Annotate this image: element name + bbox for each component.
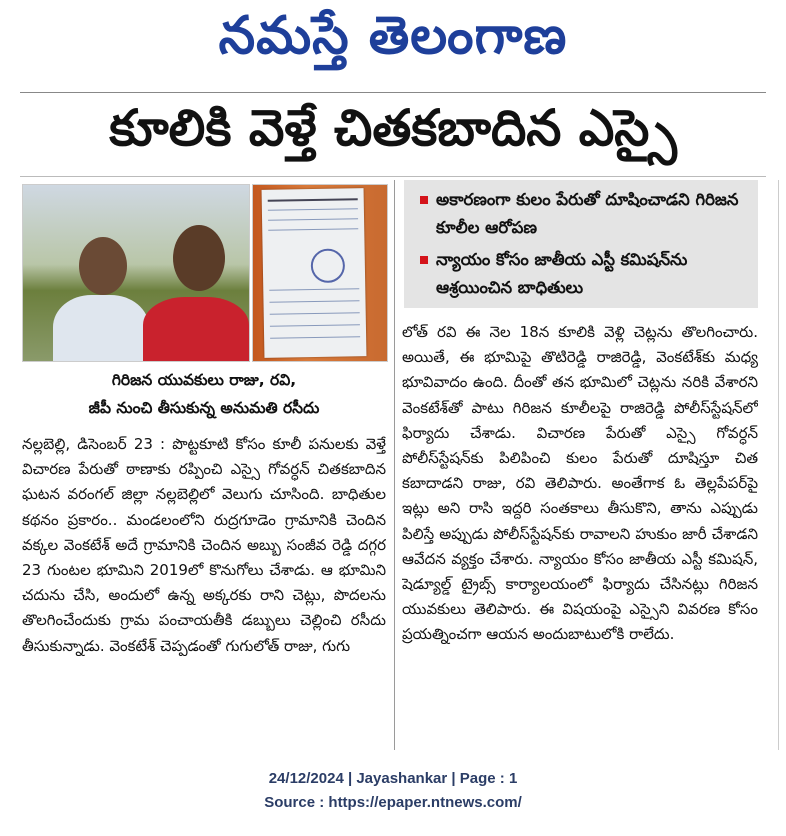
highlight-text: న్యాయం కోసం జాతీయ ఎస్టీ కమిషన్‌ను ఆశ్రయించిన బాధితులు bbox=[436, 250, 688, 297]
person-right-head bbox=[173, 225, 225, 291]
footer-date-line: 24/12/2024 | Jayashankar | Page : 1 bbox=[268, 770, 518, 787]
red-bullet-icon bbox=[420, 196, 428, 204]
photo-gp-receipt bbox=[252, 184, 388, 362]
article-body-left: నల్లబెల్లి, డిసెంబర్ 23 : పొట్టకూటి కోసం కూలీ పనులకు వెళ్తే విచారణ పేరుతో ఠాణాకు రప్పించి ఎస్సై గోవర్ధన్ చితకబాదిన ఘటన వరంగల్ జిల్లా నల్లబెల్లిలో వెలుగు చూసింది. బాధితుల కథనం ప్రకారం.. మండలంలోని రుద్రగూడెం గ్రామానికి చెందిన వక్కల వెంకటేశ్ అదే గ్రామానికి చెందిన అబ్బు సంజీవ రెడ్డి దగ్గర 23 గుంటల భూమిని 2019లో కొనుగోలు చేశాడు. ఆ భూమిని చదును చేసి, అందులో ఉన్న అక్కరకు రాని చెట్లు, పొదలను తొలగించేందుకు గ్రామ పంచాయతీకి డబ్బులు చెల్లించి రసీదు తీసుకున్నాడు. వెంకటేశ్ చెప్పడంతో గుగులోత్ రాజు, గుగు bbox=[22, 435, 386, 655]
highlight-text: అకారణంగా కులం పేరుతో దూషించాడని గిరిజన కూలీల ఆరోపణ bbox=[436, 190, 739, 237]
footer-source-line: Source : https://epaper.ntnews.com/ bbox=[264, 794, 522, 811]
receipt-stamp bbox=[311, 248, 346, 283]
headline-divider bbox=[20, 176, 766, 177]
person-left-body bbox=[53, 295, 149, 362]
photo-tribal-youths bbox=[22, 184, 250, 362]
masthead-divider bbox=[20, 92, 766, 93]
red-bullet-icon bbox=[420, 256, 428, 264]
highlight-item bbox=[414, 246, 752, 302]
photo-caption bbox=[22, 366, 386, 428]
caption-line-1: గిరిజన యువకులు రాజు, రవి, bbox=[111, 371, 297, 389]
person-left-head bbox=[79, 237, 127, 295]
highlights-box bbox=[404, 180, 758, 308]
column-divider bbox=[394, 180, 395, 750]
article-body-right: లోత్ రవి ఈ నెల 18న కూలికి వెళ్లి చెట్లను తొలగించారు. అయితే, ఈ భూమిపై తొటిరెడ్డి రాజిరెడ్డి, వెంకటేశ్‌కు మధ్య భూవివాదం ఉంది. దీంతో తన భూమిలో చెట్లను నరికి వేశారని వెంకటేశ్‌తో పాటు గిరిజన కూలీలపై రాజిరెడ్డి పోలీస్‌స్టేషన్‌లో ఫిర్యాదు చేశాడు. విచారణ పేరుతో ఎస్సై గోవర్ధన్ పోలీస్‌స్టేషన్‌కు పిలిపించి కులం పేరుతో దూషిస్తూ చిత కబాదాడని రాజు, రవి తెలిపారు. అంతేగాక ఓ తెల్లపేపర్‌పై ఇట్లు అని రాసి ఇద్దరి సంతకాలు తీసుకొని, తాను ఎప్పుడు పిలిస్తే అప్పుడు పోలీస్‌స్టేషన్‌కు రావాలని హుకుం జారీ చేశాడని ఆవేదన వ్యక్తం చేశారు. న్యాయం కోసం జాతీయ ఎస్టీ కమిషన్, షెడ్యూల్డ్ ట్రైబ్స్ కార్యాలయంలో ఫిర్యాదు చేసినట్లు గిరిజన యువకులు తెలిపారు. ఈ విషయంపై ఎస్సైని వివరణ కోసం ప్రయత్నించగా ఆయన అందుబాటులోకి రాలేదు. bbox=[402, 323, 758, 644]
caption-line-2: జీపీ నుంచి తీసుకున్న అనుమతి రసీదు bbox=[88, 399, 320, 417]
person-right-body bbox=[143, 297, 249, 362]
right-edge-divider bbox=[778, 180, 779, 750]
article-headline: కూలికి వెళ్తే చితకబాదిన ఎస్సై bbox=[109, 98, 677, 157]
newspaper-masthead: నమస్తే తెలంగాణ bbox=[218, 5, 568, 66]
receipt-paper bbox=[262, 188, 367, 358]
highlight-item bbox=[414, 186, 752, 242]
